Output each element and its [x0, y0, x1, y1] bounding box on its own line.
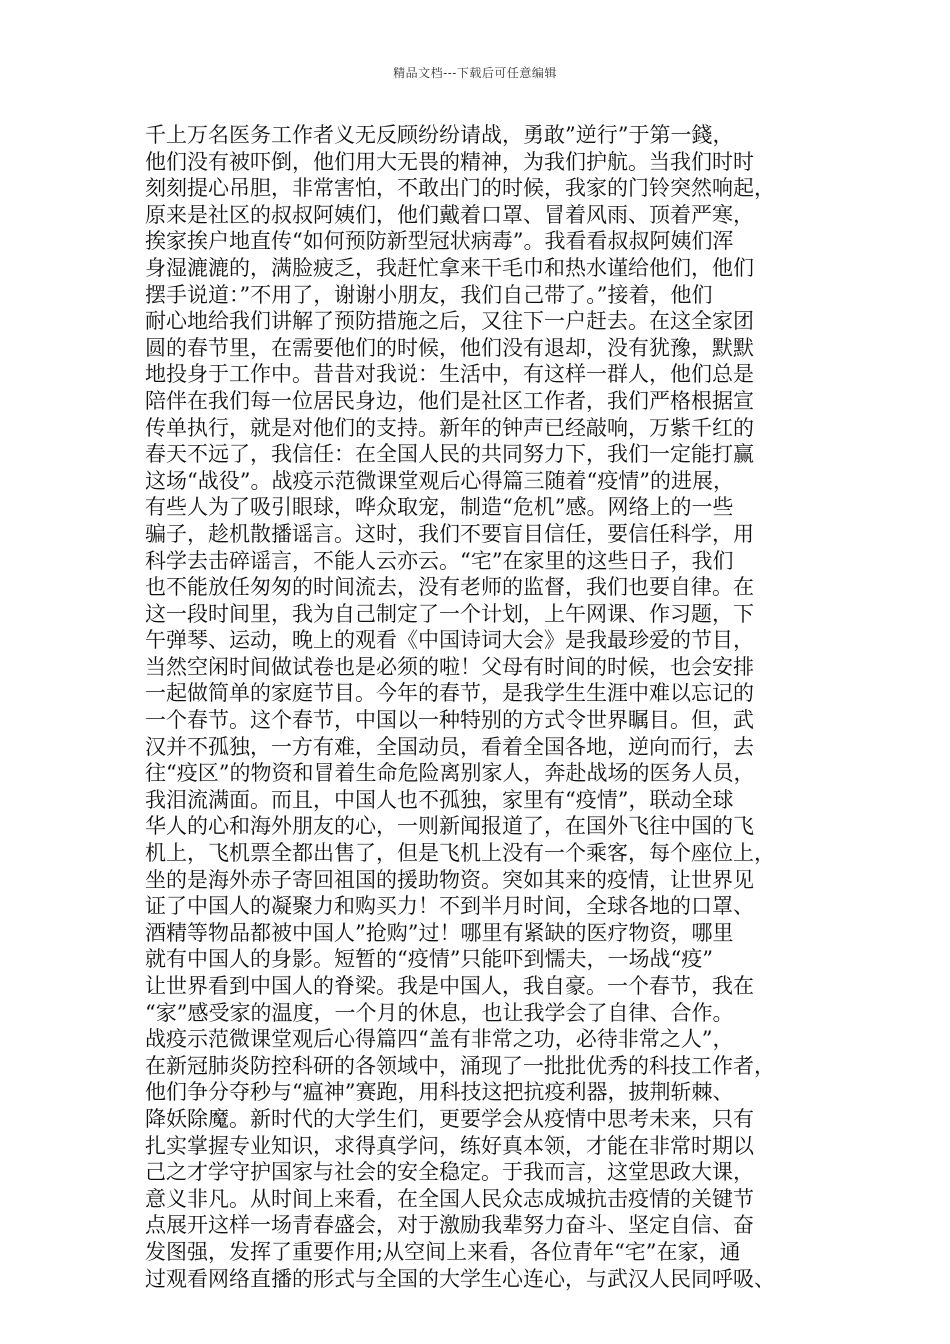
document-body	[145, 122, 815, 1292]
text-line: 战疫示范微课堂观后心得篇四“盖有非常之功，必待非常之人”，	[145, 1027, 734, 1052]
text-line: 在新冠肺炎防控科研的各领域中，涌现了一批批优秀的科技工作者，	[145, 1053, 775, 1078]
text-line: 扎实掌握专业知识，求得真学问，练好真本领，才能在非常时期以	[145, 1133, 754, 1158]
text-line: 有些人为了吸引眼球，哗众取宠，制造“危机”感。网络上的一些	[145, 495, 734, 520]
text-line: 骗子，趁机散播谣言。这时，我们不要盲目信任，要信任科学，用	[145, 521, 754, 546]
text-line: 一起做简单的家庭节目。今年的春节，是我学生生涯中难以忘记的	[145, 681, 754, 706]
text-line: 汉并不孤独，一方有难，全国动员，看着全国各地，逆向而行，去	[145, 734, 754, 759]
page-header: 精品文档---下载后可任意编辑	[393, 66, 557, 80]
text-line: 传单执行，就是对他们的支持。新年的钟声已经敲响，万紫千红的	[145, 415, 754, 440]
text-line: 让世界看到中国人的脊梁。我是中国人，我自豪。一个春节，我在	[145, 974, 754, 998]
text-line: 酒精等物品都被中国人”抢购”过！哪里有紧缺的医疗物资，哪里	[145, 920, 734, 945]
text-line: 原来是社区的叔叔阿姨们，他们戴着口罩、冒着风雨、顶着严寒，	[145, 202, 754, 227]
text-line: 坐的是海外赤子寄回祖国的援助物资。突如其来的疫情，让世界见	[145, 867, 754, 892]
text-line: 一个春节。这个春节，中国以一种特别的方式令世界瞩目。但，武	[145, 708, 754, 733]
text-line: “家”感受家的温度，一个月的休息，也让我学会了自律、合作。	[145, 1000, 734, 1025]
text-line: 圆的春节里，在需要他们的时候，他们没有退却，没有犹豫，默默	[145, 335, 754, 360]
text-line: 挨家挨户地直传“如何预防新型冠状病毒”。我看看叔叔阿姨们浑	[145, 229, 734, 254]
text-line: 他们争分夺秒与“瘟神”赛跑，用科技这把抗疫利器，披荆斩棘、	[145, 1080, 734, 1105]
text-line: 机上，飞机票全都出售了，但是飞机上没有一个乘客，每个座位上，	[145, 841, 775, 866]
text-line: 过观看网络直播的形式与全国的大学生心连心，与武汉人民同呼吸、	[145, 1266, 775, 1291]
text-line: 点展开这样一场青春盛会，对于激励我辈努力奋斗、坚定自信、奋	[145, 1213, 754, 1238]
text-line: 身湿漉漉的，满脸疲乏，我赶忙拿来干毛巾和热水谨给他们，他们	[145, 255, 754, 280]
text-line: 这场“战役”。战疫示范微课堂观后心得篇三随着“疫情”的进展，	[145, 468, 734, 493]
text-line: 陪伴在我们每一位居民身边，他们是社区工作者，我们严格根据宣	[145, 388, 754, 413]
text-line: 也不能放任匆匆的时间流去，没有老师的监督，我们也要自律。在	[145, 575, 754, 600]
text-line: 就有中国人的身影。短暂的“疫情”只能吓到懦夫，一场战“疫”	[145, 947, 713, 972]
text-line: 千上万名医务工作者义无反顾纷纷请战，勇敢”逆行”于第一錢，	[145, 123, 734, 147]
text-line: 刻刻提心吊胆，非常害怕，不敢出门的时候，我家的门铃突然响起，	[145, 176, 775, 201]
text-line: 春天不远了，我信任：在全国人民的共同努力下，我们一定能打赢	[145, 442, 754, 467]
text-line: 己之才学守护国家与社会的安全稳定。于我而言，这堂思政大课，	[145, 1160, 754, 1185]
text-line: 当然空闲时间做试卷也是必须的啦！父母有时间的时候，也会安排	[145, 654, 754, 679]
text-line: 意义非凡。从时间上来看，在全国人民众志成城抗击疫情的关键节	[145, 1186, 754, 1211]
text-line: 他们没有被吓倒，他们用大无畏的精神，为我们护航。当我们时时	[145, 149, 754, 174]
text-line: 我泪流满面。而且，中国人也不孤独，家里有“疫情”，联动全球	[145, 787, 734, 812]
text-line: 耐心地给我们讲解了预防措施之后，又往下一户赶去。在这全家团	[145, 309, 754, 334]
text-line: 降妖除魔。新时代的大学生们，更要学会从疫情中思考未来，只有	[145, 1106, 754, 1131]
text-line: 摆手说道：”不用了，谢谢小朋友，我们自己带了。”接着，他们	[145, 282, 713, 307]
text-line: 地投身于工作中。昔昔对我说：生活中，有这样一群人，他们总是	[145, 362, 754, 387]
text-line: 科学去击碎谣言，不能人云亦云。“宅”在家里的这些日子，我们	[145, 548, 734, 573]
text-line: 发图强，发挥了重要作用;从空间上来看，各位青年“宅”在家，通	[145, 1239, 741, 1264]
text-line: 华人的心和海外朋友的心，一则新闻报道了，在国外飞往中国的飞	[145, 814, 754, 839]
text-line: 往“疫区”的物资和冒着生命危险离别家人，奔赴战场的医务人员，	[145, 761, 755, 786]
text-line: 午弹琴、运动，晚上的观看《中国诗词大会》是我最珍爱的节目，	[145, 628, 754, 653]
text-line: 这一段时间里，我为自己制定了一个计划，上午网课、作习题，下	[145, 601, 754, 626]
text-line: 证了中国人的凝聚力和购买力！不到半月时间，全球各地的口罩、	[145, 894, 754, 919]
